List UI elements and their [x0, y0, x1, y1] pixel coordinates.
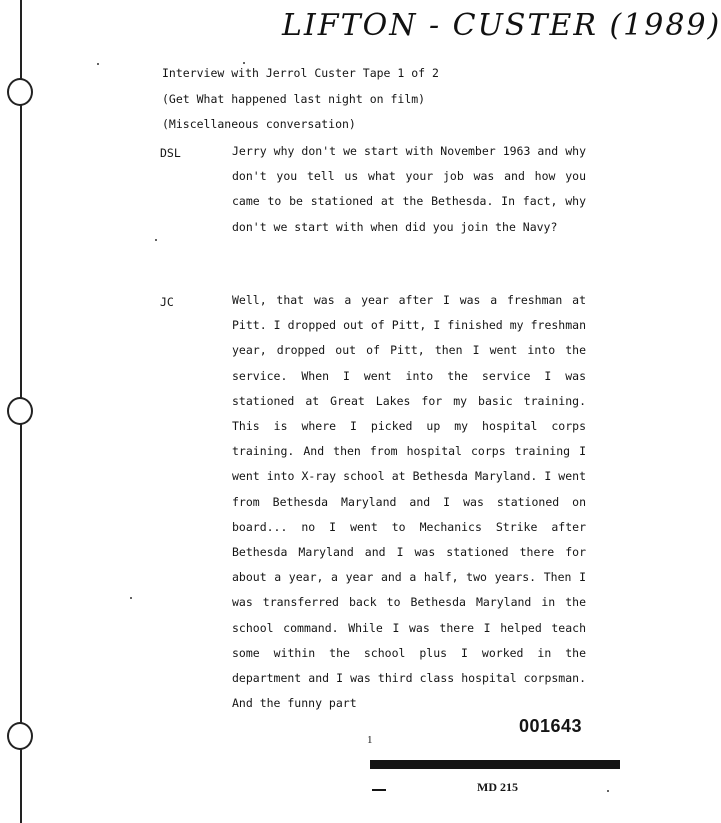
handwritten-annotation: LIFTON - CUSTER (1989)	[282, 8, 721, 43]
stamp-dash	[372, 789, 386, 791]
transcript-paragraph: Well, that was a year after I was a freshman at Pitt. I dropped out of Pitt, I finished my freshman year, dropped out of Pitt, then I went into the service. When I went into the service I was stationed at Great Lakes for my basic training. This is where I picked up my hospital corps training. And then from hospital corps training I went into X-ray school at Bethesda Maryland. I went from Bethesda Maryland and I was stationed on board... no I went to Mechanics Strike after Bethesda Maryland and I was stationed there for about a year, a year and a half, two years. Then I was transferred back to Bethesda Maryland in the school command. While I was there I helped teach some within the school plus I worked in the department and I was third class hospital corpsman. And the funny part	[232, 293, 586, 711]
misc-note: (Miscellaneous conversation)	[162, 117, 356, 131]
page-number: 1	[367, 734, 373, 746]
punch-hole	[7, 78, 33, 106]
scan-speck	[97, 63, 99, 65]
scan-speck	[243, 62, 245, 64]
scan-speck	[607, 790, 609, 792]
stamp-label: MD 215	[477, 780, 518, 794]
punch-hole	[7, 722, 33, 750]
transcript-paragraph: Jerry why don't we start with November 1963 and why don't you tell us what your job was and how you came to be stationed at the Bethesda. In fact, why don't we start with when did you join the Navy?	[232, 144, 586, 234]
interview-title: Interview with Jerrol Custer Tape 1 of 2	[162, 66, 439, 80]
document-number: 001643	[519, 716, 583, 736]
scan-speck	[155, 239, 157, 241]
punch-hole	[7, 397, 33, 425]
speaker-label: DSL	[160, 146, 181, 160]
speaker-label: JC	[160, 295, 174, 309]
film-note: (Get What happened last night on film)	[162, 92, 426, 106]
scan-speck	[130, 597, 132, 599]
redaction-bar	[370, 760, 620, 769]
